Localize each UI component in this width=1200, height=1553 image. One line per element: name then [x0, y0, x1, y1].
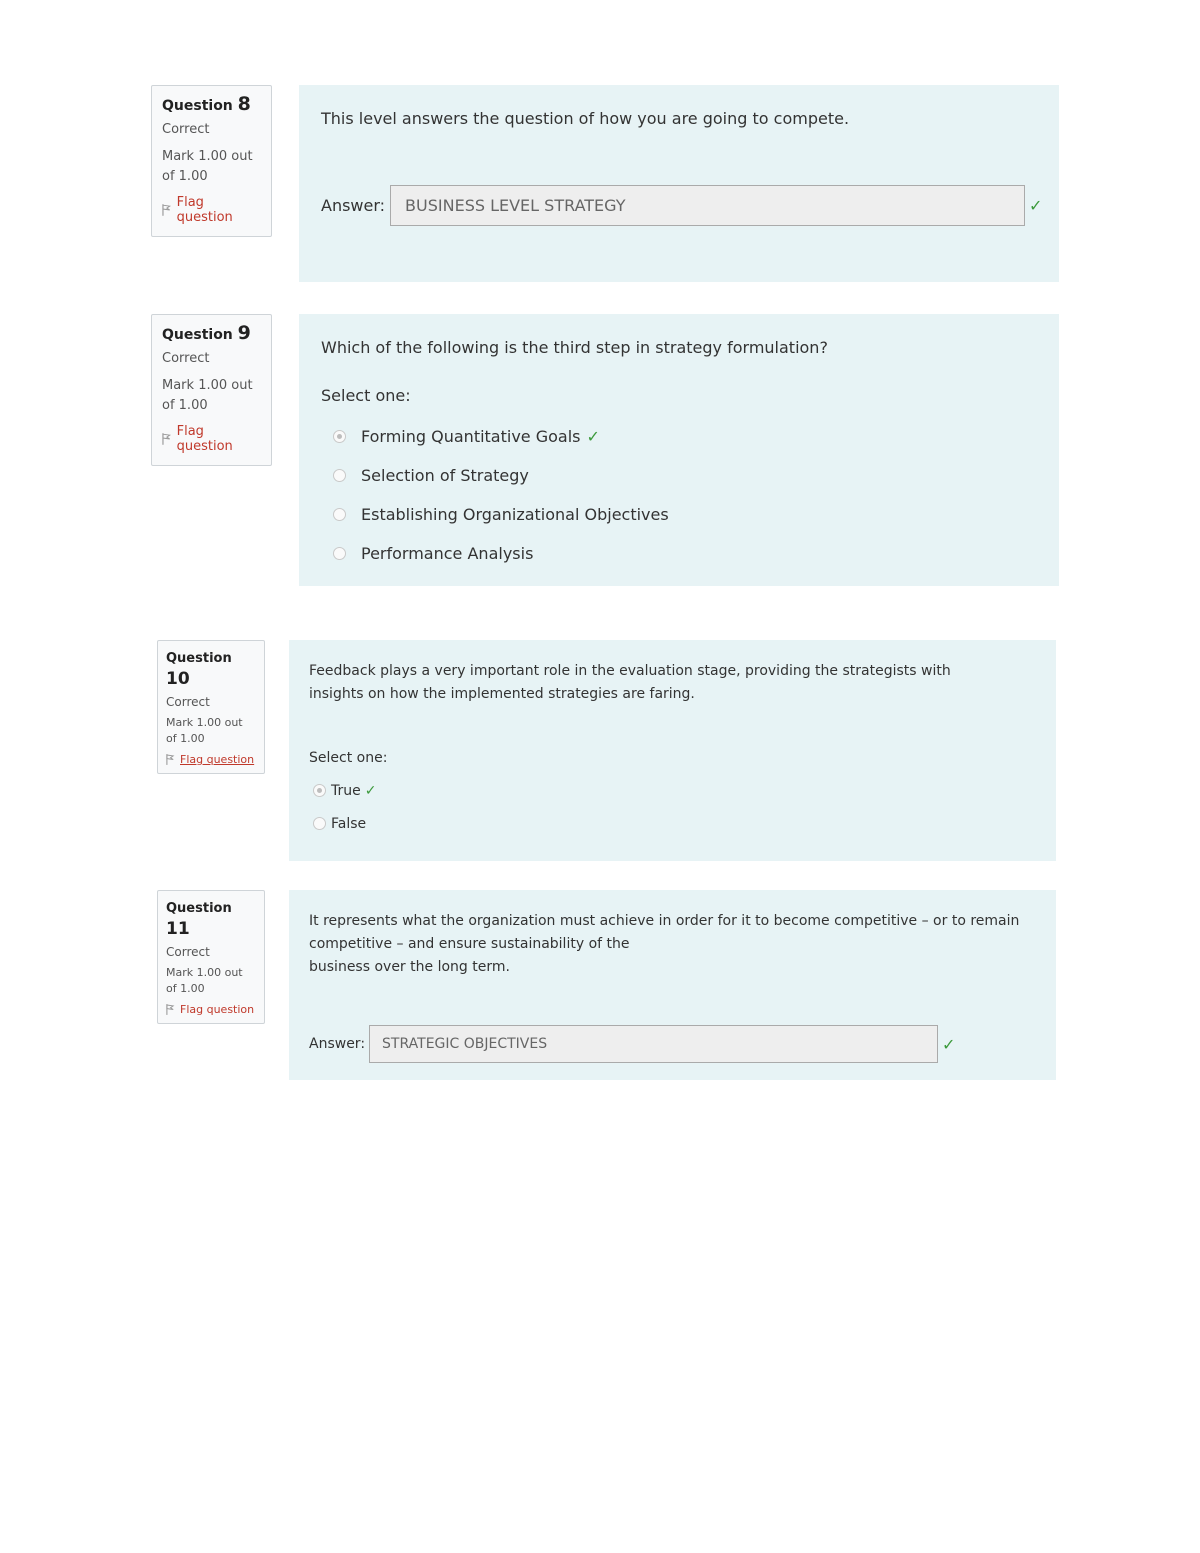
option-performance-analysis[interactable]: [321, 534, 1037, 573]
option-label: True: [331, 782, 361, 799]
option-label: Selection of Strategy: [361, 466, 529, 485]
radio-button[interactable]: [333, 547, 346, 560]
question-number-label: Question: [162, 327, 233, 343]
answer-options: [321, 417, 1037, 573]
correct-check-icon: ✓: [364, 782, 377, 799]
select-one-label: Select one:: [309, 750, 388, 766]
flag-question-link[interactable]: [166, 753, 256, 766]
question-number-label: Question: [166, 651, 232, 666]
answer-input[interactable]: BUSINESS LEVEL STRATEGY: [390, 185, 1025, 226]
flag-icon: [166, 1004, 175, 1015]
question-text: Feedback plays a very important role in the evaluation stage, providing the strategists with insights on how the implemented strategies are faring.: [309, 663, 951, 702]
flag-question-label: Flag question: [180, 753, 255, 766]
correct-check-icon: ✓: [586, 427, 600, 446]
option-label: False: [331, 815, 367, 832]
radio-button[interactable]: [333, 469, 346, 482]
question-number-value: 10: [166, 669, 190, 689]
question-state: Correct: [166, 695, 210, 709]
answer-label: Answer:: [321, 196, 386, 215]
flag-question-label: Flag question: [180, 1003, 255, 1016]
question-state: Correct: [166, 945, 210, 959]
option-forming-quantitative-goals[interactable]: [321, 417, 1037, 456]
answer-row: [309, 1025, 955, 1063]
question-content-10: [289, 640, 1056, 861]
question-number-label: Question: [166, 901, 232, 916]
question-info-11: [157, 890, 265, 1024]
correct-check-icon: ✓: [1029, 196, 1043, 215]
answer-input[interactable]: STRATEGIC OBJECTIVES: [369, 1025, 938, 1063]
question-number: [166, 649, 256, 691]
question-content-9: [299, 314, 1059, 586]
question-info-9: [151, 314, 272, 466]
question-grade: Mark 1.00 out of 1.00: [166, 966, 243, 995]
answer-options: [309, 774, 1036, 840]
flag-question-link[interactable]: [166, 1003, 256, 1016]
question-text-line: competitive – and ensure sustainability of the: [309, 936, 630, 952]
option-true[interactable]: [309, 774, 1036, 807]
question-number-value: 11: [166, 919, 190, 939]
question-state: Correct: [162, 122, 210, 137]
question-text-line: It represents what the organization must achieve in order for it to become competitive – or to remain: [309, 913, 1020, 929]
radio-button[interactable]: [333, 508, 346, 521]
question-grade: Mark 1.00 out of 1.00: [162, 378, 253, 413]
question-state: Correct: [162, 351, 210, 366]
question-content-11: [289, 890, 1056, 1080]
question-number: [166, 899, 256, 941]
option-establishing-organizational-objectives[interactable]: [321, 495, 1037, 534]
question-text-line: business over the long term.: [309, 959, 510, 975]
question-info-8: [151, 85, 272, 237]
flag-icon: [162, 204, 172, 216]
option-label: Forming Quantitative Goals: [361, 427, 581, 446]
question-content-8: [299, 85, 1059, 282]
flag-question-link[interactable]: [162, 424, 261, 454]
correct-check-icon: ✓: [942, 1034, 956, 1054]
flag-icon: [166, 754, 175, 765]
option-label: Performance Analysis: [361, 544, 534, 563]
flag-question-label: Flag question: [176, 424, 233, 454]
flag-question-label: Flag question: [176, 195, 233, 225]
answer-label: Answer:: [309, 1036, 366, 1052]
answer-row: [321, 185, 1042, 226]
question-number: [162, 94, 261, 116]
radio-button[interactable]: [313, 784, 326, 797]
question-number-label: Question: [162, 98, 233, 114]
question-grade: Mark 1.00 out of 1.00: [162, 149, 253, 184]
question-info-10: [157, 640, 265, 774]
option-false[interactable]: [309, 807, 1036, 840]
option-selection-of-strategy[interactable]: [321, 456, 1037, 495]
question-text: [309, 910, 1036, 979]
radio-button[interactable]: [313, 817, 326, 830]
select-one-label: Select one:: [321, 386, 411, 405]
option-label: Establishing Organizational Objectives: [361, 505, 669, 524]
question-number-value: 8: [237, 93, 251, 115]
question-text: Which of the following is the third step in strategy formulation?: [321, 338, 828, 357]
flag-question-link[interactable]: [162, 195, 261, 225]
question-number-value: 9: [237, 322, 251, 344]
question-grade: Mark 1.00 out of 1.00: [166, 716, 243, 745]
question-number: [162, 323, 261, 345]
radio-button[interactable]: [333, 430, 346, 443]
flag-icon: [162, 433, 172, 445]
question-text: This level answers the question of how you are going to compete.: [321, 109, 850, 128]
